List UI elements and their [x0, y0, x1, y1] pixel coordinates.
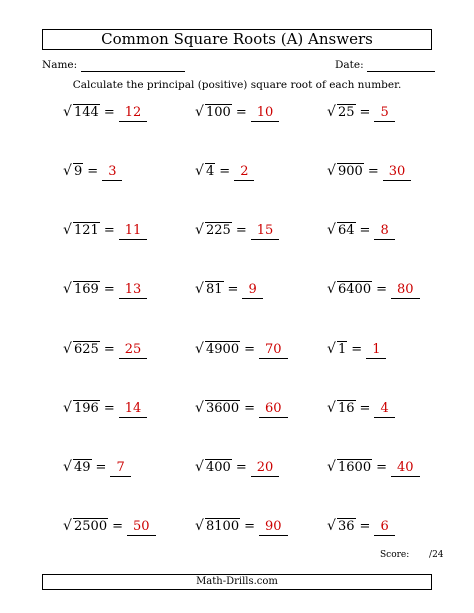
square-root: [195, 105, 232, 121]
radical-icon: √: [63, 400, 72, 416]
radicand: 400: [206, 460, 231, 475]
radical-icon: √: [327, 281, 336, 297]
radicand: 36: [338, 519, 355, 534]
radicand: 6400: [338, 282, 372, 297]
answer: 50: [127, 519, 156, 536]
problem-item: [63, 282, 147, 299]
score-total: /24: [429, 550, 444, 560]
radical-icon: √: [195, 341, 204, 357]
equals-sign: =: [244, 519, 255, 534]
answer: 25: [119, 342, 148, 359]
square-root: [327, 460, 372, 476]
equals-sign: =: [103, 342, 115, 357]
radicand: 2500: [74, 519, 108, 534]
problem-item: [195, 164, 254, 181]
radical-icon: √: [195, 459, 204, 475]
radicand: 9: [74, 164, 83, 179]
radical-icon: √: [195, 222, 204, 238]
problem-item: [195, 223, 279, 240]
problem-item: [63, 519, 156, 536]
date-field: [335, 58, 435, 72]
answer: 3: [102, 164, 122, 181]
answer: 20: [251, 460, 280, 477]
square-root: [327, 282, 372, 298]
radicand: 8100: [206, 519, 240, 534]
equals-sign: =: [359, 223, 371, 238]
radical-icon: √: [327, 104, 336, 120]
score: [380, 550, 444, 560]
square-root: [327, 401, 356, 417]
square-root: [327, 223, 356, 239]
radical-icon: √: [195, 104, 204, 120]
problem-item: [63, 342, 147, 359]
equals-sign: =: [219, 164, 231, 179]
problem-item: [327, 282, 420, 299]
equals-sign: =: [87, 164, 99, 179]
radical-icon: √: [195, 163, 204, 179]
square-root: [195, 401, 240, 417]
answer: 4: [374, 401, 394, 418]
equals-sign: =: [235, 460, 247, 475]
worksheet-title: Common Square Roots (A) Answers: [42, 29, 432, 50]
square-root: [195, 223, 232, 239]
square-root: [327, 342, 347, 358]
radical-icon: √: [63, 281, 72, 297]
radicand: 4900: [206, 342, 240, 357]
problem-item: [327, 460, 420, 477]
radicand: 144: [74, 105, 99, 120]
radical-icon: √: [327, 222, 336, 238]
answer: 8: [374, 223, 394, 240]
square-root: [327, 519, 356, 535]
equals-sign: =: [103, 223, 115, 238]
square-root: [63, 460, 92, 476]
equals-sign: =: [376, 282, 387, 297]
radical-icon: √: [63, 518, 72, 534]
answer: 12: [119, 105, 148, 122]
name-label: Name:: [42, 59, 78, 71]
answer: 30: [383, 164, 412, 181]
date-line: [367, 59, 435, 72]
equals-sign: =: [359, 105, 371, 120]
radicand: 49: [74, 460, 91, 475]
score-label: Score:: [380, 550, 410, 560]
answer: 9: [242, 282, 262, 299]
equals-sign: =: [244, 401, 255, 416]
equals-sign: =: [103, 105, 115, 120]
radicand: 900: [338, 164, 363, 179]
answer: 60: [259, 401, 288, 418]
radicand: 100: [206, 105, 231, 120]
answer: 15: [251, 223, 280, 240]
square-root: [63, 164, 83, 180]
answer: 2: [234, 164, 254, 181]
problem-item: [327, 519, 395, 536]
answer: 5: [374, 105, 394, 122]
problem-item: [195, 342, 288, 359]
equals-sign: =: [95, 460, 107, 475]
radical-icon: √: [327, 400, 336, 416]
name-line: [81, 59, 185, 72]
radical-icon: √: [327, 518, 336, 534]
equals-sign: =: [103, 282, 115, 297]
radicand: 1: [338, 342, 347, 357]
radicand: 1600: [338, 460, 372, 475]
square-root: [195, 519, 240, 535]
radical-icon: √: [195, 281, 204, 297]
square-root: [195, 460, 232, 476]
equals-sign: =: [227, 282, 239, 297]
radicand: 25: [338, 105, 355, 120]
square-root: [327, 105, 356, 121]
radical-icon: √: [63, 163, 72, 179]
radicand: 121: [74, 223, 99, 238]
problem-item: [195, 105, 279, 122]
answer: 13: [119, 282, 148, 299]
radicand: 625: [74, 342, 99, 357]
equals-sign: =: [359, 401, 371, 416]
radical-icon: √: [63, 341, 72, 357]
square-root: [195, 342, 240, 358]
problem-item: [63, 164, 122, 181]
equals-sign: =: [359, 519, 371, 534]
problem-item: [327, 105, 395, 122]
equals-sign: =: [351, 342, 363, 357]
radical-icon: √: [327, 459, 336, 475]
equals-sign: =: [244, 342, 255, 357]
answer: 7: [110, 460, 130, 477]
problem-item: [195, 282, 263, 299]
equals-sign: =: [367, 164, 379, 179]
radical-icon: √: [195, 518, 204, 534]
radical-icon: √: [63, 459, 72, 475]
problem-item: [63, 223, 147, 240]
problem-item: [63, 105, 147, 122]
radicand: 169: [74, 282, 99, 297]
problem-item: [327, 342, 386, 359]
square-root: [63, 342, 100, 358]
radicand: 225: [206, 223, 231, 238]
square-root: [327, 164, 364, 180]
radicand: 16: [338, 401, 355, 416]
answer: 90: [259, 519, 288, 536]
square-root: [63, 223, 100, 239]
name-field: [42, 58, 185, 72]
square-root: [63, 282, 100, 298]
square-root: [195, 282, 224, 298]
square-root: [63, 519, 108, 535]
radical-icon: √: [195, 400, 204, 416]
radical-icon: √: [63, 222, 72, 238]
problem-item: [195, 460, 279, 477]
radicand: 81: [206, 282, 223, 297]
problem-item: [327, 164, 411, 181]
answer: 14: [119, 401, 148, 418]
problem-item: [195, 401, 288, 418]
problem-item: [63, 460, 131, 477]
answer: 11: [119, 223, 148, 240]
problem-item: [327, 223, 395, 240]
problem-item: [63, 401, 147, 418]
radical-icon: √: [327, 163, 336, 179]
problem-item: [195, 519, 288, 536]
date-label: Date:: [335, 59, 364, 71]
answer: 70: [259, 342, 288, 359]
answer: 80: [391, 282, 420, 299]
square-root: [63, 105, 100, 121]
footer: Math-Drills.com: [42, 574, 432, 590]
radicand: 4: [206, 164, 215, 179]
equals-sign: =: [112, 519, 123, 534]
answer: 40: [391, 460, 420, 477]
equals-sign: =: [103, 401, 115, 416]
equals-sign: =: [235, 105, 247, 120]
problem-item: [327, 401, 395, 418]
equals-sign: =: [376, 460, 387, 475]
radicand: 3600: [206, 401, 240, 416]
answer: 10: [251, 105, 280, 122]
radical-icon: √: [63, 104, 72, 120]
answer: 6: [374, 519, 394, 536]
instructions: Calculate the principal (positive) square root of each number.: [72, 79, 402, 91]
square-root: [195, 164, 215, 180]
equals-sign: =: [235, 223, 247, 238]
radicand: 64: [338, 223, 355, 238]
radical-icon: √: [327, 341, 336, 357]
radicand: 196: [74, 401, 99, 416]
answer: 1: [366, 342, 386, 359]
square-root: [63, 401, 100, 417]
